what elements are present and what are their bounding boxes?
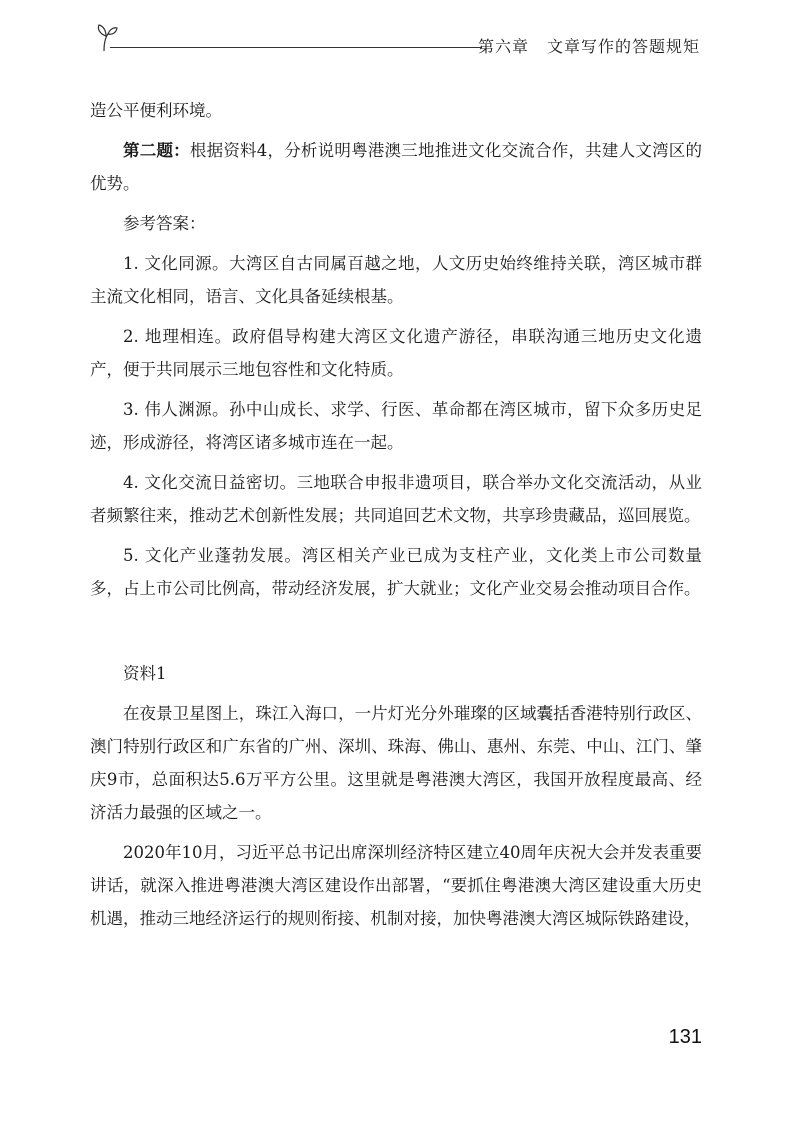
- answer-point-3: 3. 伟人渊源。孙中山成长、求学、行医、革命都在湾区城市，留下众多历史足迹，形成游径，将湾区诸多城市连在一起。: [90, 400, 702, 452]
- answer-label: 参考答案：: [123, 214, 206, 233]
- material-paragraph-2: 2020年10月，习近平总书记出席深圳经济特区建立40周年庆祝大会并发表重要讲话，就深入推进粤港澳大湾区建设作出部署，“要抓住粤港澳大湾区建设重大历史机遇，推动三地经济运行的规则衔接、机制对接，加快粤港澳大湾区城际铁路建设，: [90, 843, 702, 928]
- chapter-heading: [478, 34, 700, 57]
- answer-point-5: 5. 文化产业蓬勃发展。湾区相关产业已成为支柱产业，文化类上市公司数量多，占上市公司比例高，带动经济发展，扩大就业；文化产业交易会推动项目合作。: [90, 546, 702, 598]
- page-body: [90, 94, 702, 935]
- material-label: 资料1: [123, 664, 167, 683]
- paragraph-continuation: 造公平便利环境。: [90, 101, 222, 120]
- material-paragraph-1: 在夜景卫星图上，珠江入海口，一片灯光分外璀璨的区域囊括香港特别行政区、澳门特别行政区和广东省的广州、深圳、珠海、佛山、惠州、东莞、中山、江门、肇庆9市，总面积达5.6万平方公里。这里就是粤港澳大湾区，我国开放程度最高、经济活力最强的区域之一。: [90, 704, 702, 822]
- chapter-number: 第六章: [477, 37, 529, 56]
- question-text: 根据资料4，分析说明粤港澳三地推进文化交流合作，共建人文湾区的优势。: [90, 141, 703, 193]
- chapter-title: 文章写作的答题规矩: [546, 37, 700, 56]
- header-rule: [110, 47, 482, 48]
- page-number: 131: [668, 1026, 702, 1048]
- answer-point-4: 4. 文化交流日益密切。三地联合申报非遗项目，联合举办文化交流活动，从业者频繁往来，推动艺术创新性发展；共同追回艺术文物，共享珍贵藏品，巡回展览。: [90, 473, 702, 525]
- question-label: 第二题：: [123, 141, 190, 160]
- running-header: [80, 22, 700, 62]
- question-two: [90, 134, 702, 200]
- answer-point-2: 2. 地理相连。政府倡导构建大湾区文化遗产游径，串联沟通三地历史文化遗产，便于共同展示三地包容性和文化特质。: [90, 327, 702, 379]
- answer-point-1: 1. 文化同源。大湾区自古同属百越之地，人文历史始终维持关联，湾区城市群主流文化相同，语言、文化具备延续根基。: [90, 254, 702, 306]
